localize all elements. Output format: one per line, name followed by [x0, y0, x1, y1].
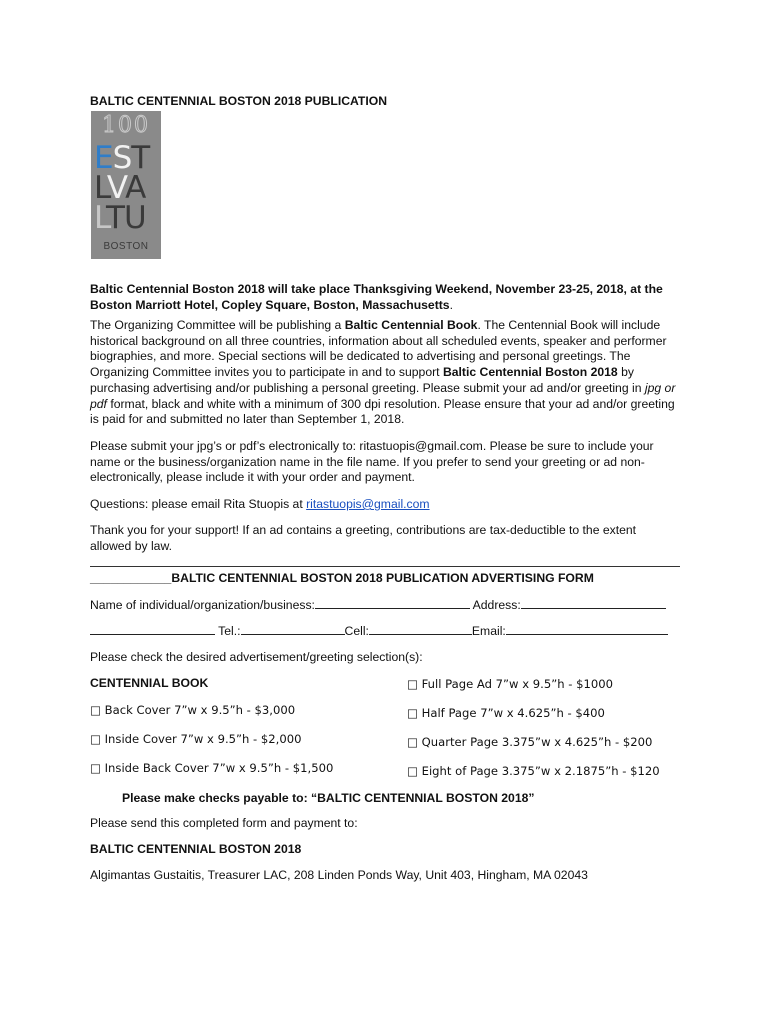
logo-letter-l2: L: [94, 200, 107, 236]
option-half-page[interactable]: □ Half Page 7”w x 4.625”h - $400: [407, 706, 605, 720]
send-address: Algimantas Gustaitis, Treasurer LAC, 208 Linden Ponds Way, Unit 403, Hingham, MA 02043: [90, 868, 588, 882]
submit-paragraph: Please submit your jpg’s or pdf’s electronically to: ritastuopis@gmail.com. Please be sure to include your name or the business/organization name in the file name. If you prefer to send your greeting or ad non-electronically, please include it with your order and payment.: [90, 439, 654, 485]
logo-letter-l: L: [94, 170, 107, 206]
address-label: Address:: [472, 598, 521, 612]
address-field[interactable]: [521, 597, 666, 609]
logo-letter-u: U: [123, 200, 146, 236]
send-instructions: Please send this completed form and payment to:: [90, 816, 358, 830]
email-field[interactable]: [506, 623, 668, 635]
logo-boston: BOSTON: [103, 241, 149, 252]
option-inside-back-cover[interactable]: □ Inside Back Cover 7”w x 9.5”h - $1,500: [90, 761, 334, 775]
cell-label: Cell:: [344, 624, 369, 638]
logo-letter-e: E: [94, 140, 113, 176]
check-prompt: Please check the desired advertisement/greeting selection(s):: [90, 650, 423, 664]
intro-paragraph: [90, 318, 680, 428]
logo-letter-t: T: [131, 140, 150, 176]
p1-book-name: Baltic Centennial Book: [344, 318, 478, 332]
p1-part-a: The Organizing Committee will be publishing a: [90, 318, 345, 332]
tel-field[interactable]: [241, 623, 345, 635]
headline-text: Baltic Centennial Boston 2018 will take place Thanksgiving Weekend, November 23-25, 2018, at the Boston Marriott Hotel, Copley Square, Boston, Massachusetts: [90, 282, 663, 312]
option-full-page[interactable]: □ Full Page Ad 7”w x 9.5”h - $1000: [407, 677, 613, 691]
page-title: BALTIC CENTENNIAL BOSTON 2018 PUBLICATION: [90, 94, 388, 108]
option-inside-cover[interactable]: □ Inside Cover 7”w x 9.5”h - $2,000: [90, 732, 302, 746]
tel-label: Tel.:: [218, 624, 241, 638]
thanks-paragraph: Thank you for your support! If an ad contains a greeting, contributions are tax-deductible to the extent allowed by law.: [90, 523, 637, 553]
headline-period: .: [449, 297, 453, 312]
name-label: Name of individual/organization/business:: [90, 598, 315, 612]
form-heading-prefix: ____________: [90, 571, 172, 585]
contact-row: [90, 623, 668, 639]
divider: [90, 566, 680, 567]
centennial-book-label: CENTENNIAL BOOK: [90, 676, 209, 690]
send-name: BALTIC CENTENNIAL BOSTON 2018: [90, 842, 302, 856]
address-field-continued[interactable]: [90, 623, 215, 635]
logo-row-ltu: [94, 200, 160, 236]
checks-payable-line: Please make checks payable to: “BALTIC CENTENNIAL BOSTON 2018”: [122, 791, 535, 805]
option-back-cover[interactable]: □ Back Cover 7”w x 9.5”h - $3,000: [90, 703, 296, 717]
email-label: Email:: [471, 624, 506, 638]
centennial-logo: [91, 111, 161, 259]
p1-part-c: . The Centennial Book will include historical background on all three countries, information about all scheduled events, speaker and performer biographies, and more. Special sections will be dedicated to advertising and personal greetings. The Organizing Committee invites you to participate in and to support: [90, 318, 667, 380]
logo-letter-s: S: [112, 140, 132, 176]
option-quarter-page[interactable]: □ Quarter Page 3.375”w x 4.625”h - $200: [407, 735, 653, 749]
p1-part-e: by purchasing advertising and/or publishing a personal greeting. Please submit your ad and/or greeting in: [90, 365, 645, 395]
form-heading: [90, 571, 594, 586]
logo-100: 100: [102, 113, 150, 138]
logo-letter-v: V: [106, 170, 126, 206]
name-address-row: [90, 597, 666, 613]
intro-headline: [90, 282, 680, 313]
form-heading-text: BALTIC CENTENNIAL BOSTON 2018 PUBLICATION ADVERTISING FORM: [171, 571, 594, 585]
questions-line: [90, 497, 680, 513]
cell-field[interactable]: [369, 623, 472, 635]
name-field[interactable]: [315, 597, 470, 609]
p1-part-g: format, black and white with a minimum of 300 dpi resolution. Please ensure that your ad and/or greeting is paid for and submitted no later than September 1, 2018.: [90, 396, 675, 427]
option-eighth-page[interactable]: □ Eight of Page 3.375”w x 2.1875”h - $120: [407, 764, 660, 778]
logo-letter-t2: T: [106, 200, 124, 236]
logo-letter-a: A: [125, 170, 146, 206]
email-link[interactable]: ritastuopis@gmail.com: [306, 497, 430, 511]
p1-event-name: Baltic Centennial Boston 2018: [442, 365, 618, 380]
p1-formats: jpg or pdf: [90, 380, 676, 411]
questions-text: Questions: please email Rita Stuopis at: [90, 497, 307, 511]
